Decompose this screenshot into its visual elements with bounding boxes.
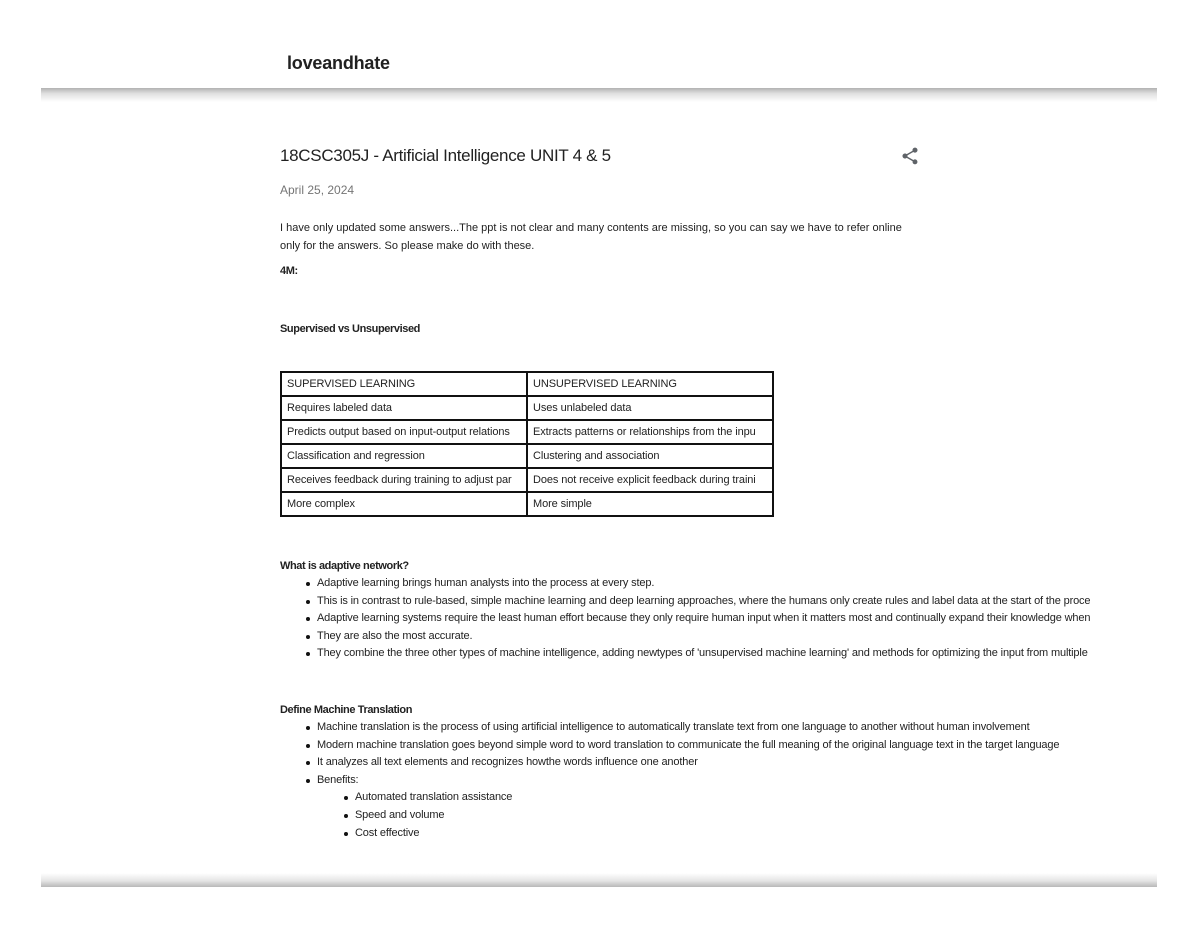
table-row (281, 396, 773, 420)
blog-title[interactable]: loveandhate (287, 53, 390, 73)
post-date: April 25, 2024 (280, 183, 355, 197)
table-row (281, 492, 773, 516)
table-header-cell: SUPERVISED LEARNING (281, 372, 527, 396)
share-icon (900, 146, 920, 166)
intro-paragraph: I have only updated some answers...The ppt is not clear and many contents are missing, so you can say we have to refer online only for the answers. So please make do with these. (280, 222, 902, 252)
table-cell: Does not receive explicit feedback during traini (527, 468, 773, 492)
list-item: They combine the three other types of machine intelligence, adding newtypes of 'unsupervised machine learning' and methods for optimizing the input from multiple (317, 645, 1160, 663)
machine-translation-heading: Define Machine Translation (280, 703, 413, 716)
page-bottom-shadow (41, 873, 1157, 887)
benefits-label: Benefits: (317, 773, 359, 786)
benefits-list (317, 789, 1160, 842)
table-cell: Extracts patterns or relationships from the inpu (527, 420, 773, 444)
adaptive-network-list (280, 575, 1160, 663)
adaptive-network-heading: What is adaptive network? (280, 560, 409, 572)
table-row (281, 420, 773, 444)
list-item: Automated translation assistance (355, 789, 1160, 807)
table-cell: Clustering and association (527, 444, 773, 468)
post-title: 18CSC305J - Artificial Intelligence UNIT 4 & 5 (280, 146, 611, 165)
table-row (281, 444, 773, 468)
list-item: Cost effective (355, 825, 1160, 843)
table-cell: Predicts output based on input-output relations (281, 420, 527, 444)
table-cell: Uses unlabeled data (527, 396, 773, 420)
list-item: It analyzes all text elements and recognizes howthe words influence one another (317, 754, 1160, 772)
list-item: They are also the most accurate. (317, 628, 1160, 646)
table-row (281, 468, 773, 492)
marks-label: 4M: (280, 265, 298, 277)
svu-heading: Supervised vs Unsupervised (280, 323, 420, 335)
list-item: Machine translation is the process of using artificial intelligence to automatically translate text from one language to another without human involvement (317, 719, 1160, 737)
table-cell: Requires labeled data (281, 396, 527, 420)
share-button[interactable] (900, 146, 920, 166)
table-cell: Receives feedback during training to adjust par (281, 468, 527, 492)
list-item: Modern machine translation goes beyond simple word to word translation to communicate the full meaning of the original language text in the target language (317, 737, 1160, 755)
table-header-row (281, 372, 773, 396)
table-cell: More complex (281, 492, 527, 516)
list-item (317, 772, 1160, 842)
table-cell: Classification and regression (281, 444, 527, 468)
machine-translation-list (280, 719, 1160, 842)
comparison-table (280, 371, 774, 517)
list-item: Adaptive learning brings human analysts into the process at every step. (317, 575, 1160, 593)
header-shadow (41, 88, 1157, 102)
table-cell: More simple (527, 492, 773, 516)
post-body (280, 219, 1160, 842)
table-header-cell: UNSUPERVISED LEARNING (527, 372, 773, 396)
list-item: Adaptive learning systems require the least human effort because they only require human input when it matters most and continually expand their knowledge when (317, 610, 1160, 628)
list-item: This is in contrast to rule-based, simple machine learning and deep learning approaches, where the humans only create rules and label data at the start of the proce (317, 593, 1160, 611)
list-item: Speed and volume (355, 807, 1160, 825)
